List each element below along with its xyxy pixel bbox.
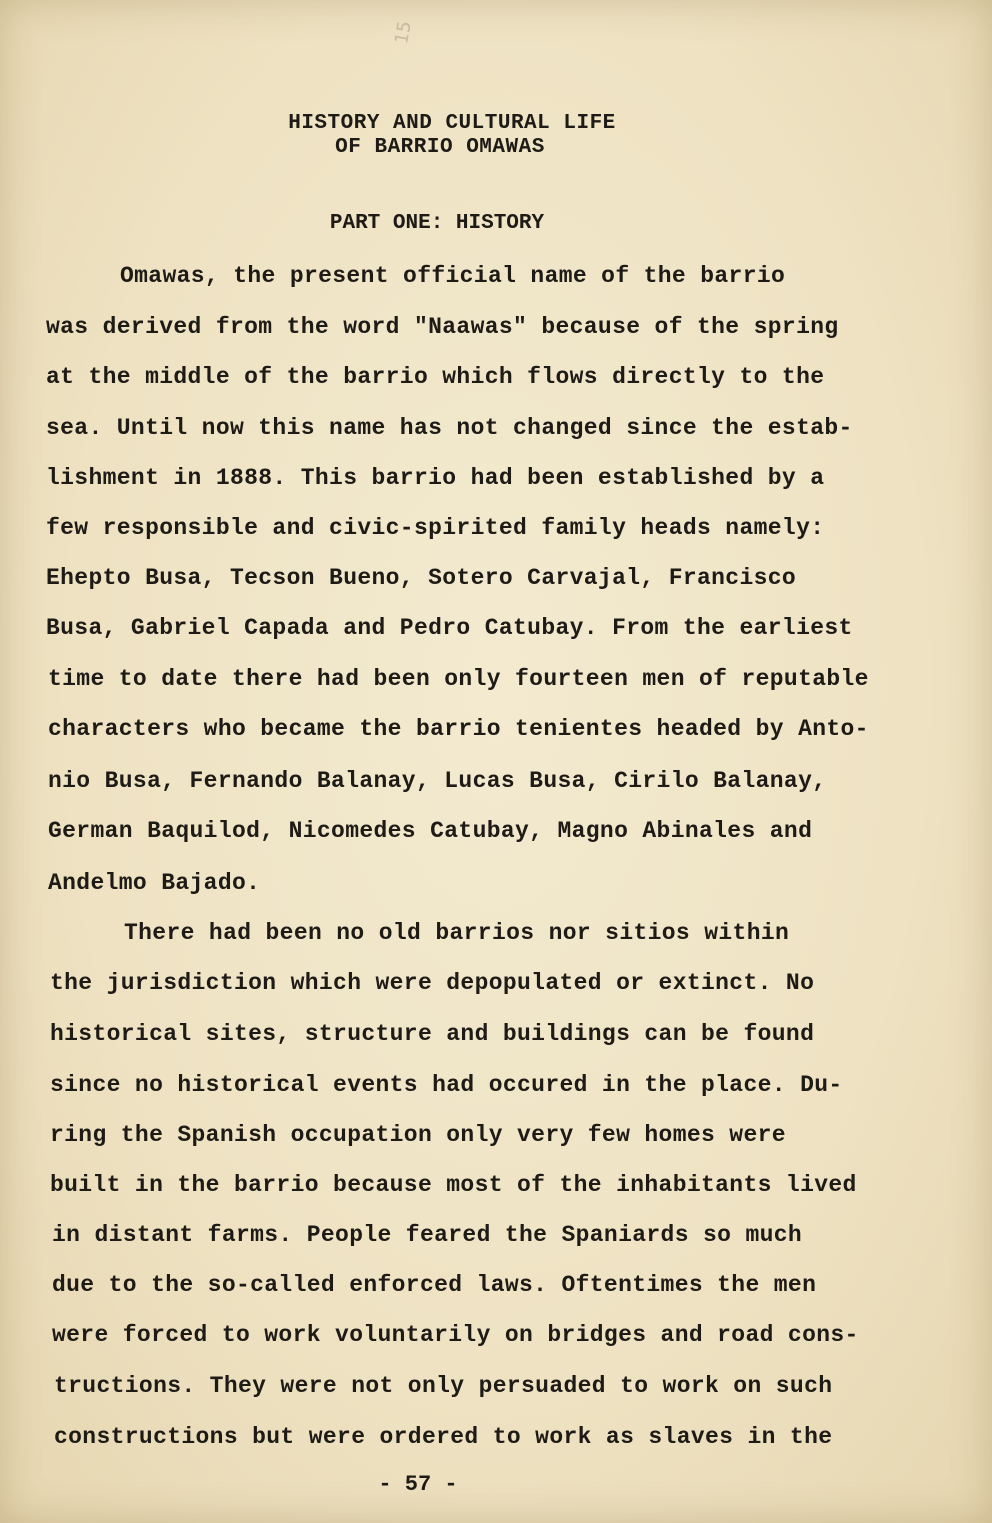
text-line: constructions but were ordered to work as slaves in the <box>54 1424 833 1450</box>
text-line: few responsible and civic-spirited family heads namely: <box>46 515 825 541</box>
text-line: Andelmo Bajado. <box>48 870 261 896</box>
text-line: nio Busa, Fernando Balanay, Lucas Busa, Cirilo Balanay, <box>48 768 827 794</box>
text-line: built in the barrio because most of the inhabitants lived <box>50 1172 857 1198</box>
text-line: There had been no old barrios nor sitios within <box>124 920 790 946</box>
text-line: characters who became the barrio tenientes headed by Anto- <box>48 716 869 742</box>
text-line: Ehepto Busa, Tecson Bueno, Sotero Carvajal, Francisco <box>46 565 797 591</box>
text-line: since no historical events had occured in the place. Du- <box>50 1072 843 1098</box>
text-line: at the middle of the barrio which flows directly to the <box>46 364 825 390</box>
text-line: was derived from the word "Naawas" because of the spring <box>46 314 839 340</box>
text-line: tructions. They were not only persuaded to work on such <box>54 1373 833 1399</box>
title-line-1: HISTORY AND CULTURAL LIFE <box>288 112 616 135</box>
part-heading: PART ONE: HISTORY <box>329 212 545 235</box>
text-line: due to the so-called enforced laws. Oftentimes the men <box>52 1272 817 1298</box>
text-line: Busa, Gabriel Capada and Pedro Catubay. From the earliest <box>46 615 853 641</box>
text-line: time to date there had been only fourteen men of reputable <box>48 666 869 692</box>
page-number: - 57 - <box>378 1472 458 1497</box>
title-line-2: OF BARRIO OMAWAS <box>335 136 545 159</box>
text-line: Omawas, the present official name of the barrio <box>120 263 786 289</box>
text-line: lishment in 1888. This barrio had been established by a <box>46 465 825 491</box>
text-line: were forced to work voluntarily on bridges and road cons- <box>52 1322 859 1348</box>
text-line: the jurisdiction which were depopulated or extinct. No <box>50 970 815 996</box>
text-line: ring the Spanish occupation only very few homes were <box>50 1122 786 1148</box>
text-line: historical sites, structure and buildings can be found <box>50 1021 815 1047</box>
text-line: sea. Until now this name has not changed since the estab- <box>46 415 853 441</box>
pencil-annotation: 15 <box>391 19 416 46</box>
text-line: German Baquilod, Nicomedes Catubay, Magno Abinales and <box>48 818 813 844</box>
text-line: in distant farms. People feared the Spaniards so much <box>52 1222 803 1248</box>
